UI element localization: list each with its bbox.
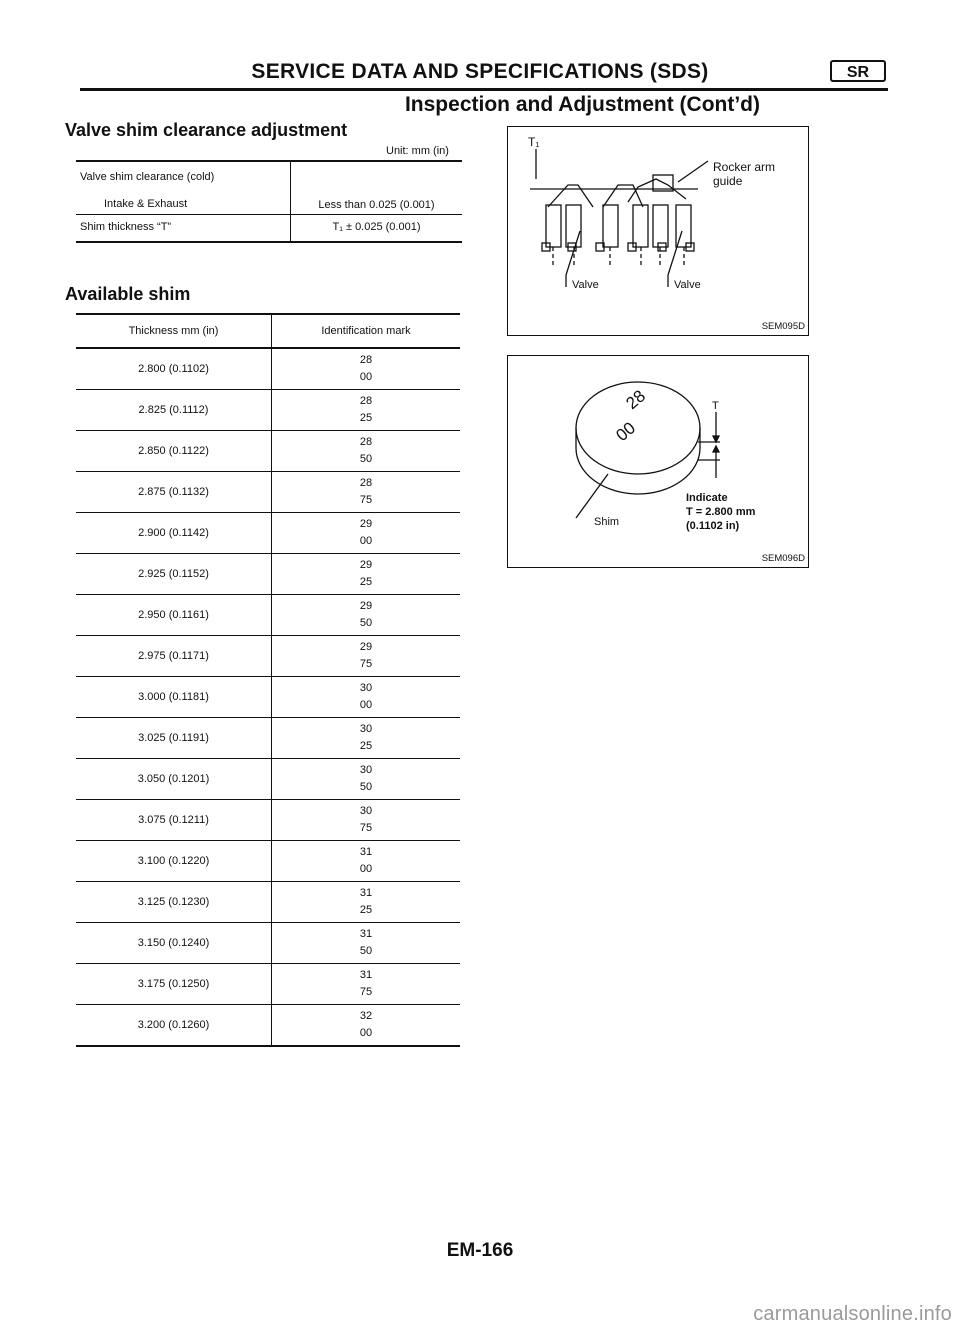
indicate-value: T = 2.800 mm [686,506,756,518]
shim-id-mark-top: 31 [359,887,373,899]
shim-id-mark-top: 30 [359,723,373,735]
shim-id-mark-top: 28 [359,477,373,489]
shim-id-mark-bottom: 50 [359,781,373,793]
table-row [76,759,460,800]
shim-mark-1: 28 [622,386,650,414]
shim-id-mark-bottom: 75 [359,658,373,670]
shim-id-mark-top: 32 [359,1010,373,1022]
clearance-section-title: Valve shim clearance adjustment [65,120,348,140]
table-row [76,841,460,882]
shim-thickness: 2.975 (0.1171) [76,636,272,677]
shim-id-mark-top: 30 [359,805,373,817]
page-header-title: SERVICE DATA AND SPECIFICATIONS (SDS) [251,60,709,83]
clearance-value: T₁ ± 0.025 (0.001) [332,221,421,233]
shim-id-mark [272,472,461,513]
shim-id-mark-bottom: 25 [359,740,373,752]
shim-id-mark [272,513,461,554]
shim-thickness: 3.000 (0.1181) [76,677,272,718]
shim-table [76,313,460,1047]
shim-id-mark [272,759,461,800]
indicate-inches: (0.1102 in) [686,520,740,532]
shim-id-mark-bottom: 75 [359,822,373,834]
clearance-label: Shim thickness “T” [76,215,291,243]
t-label: T [712,400,719,412]
shim-id-mark [272,964,461,1005]
clearance-label: Valve shim clearance (cold) [76,161,291,191]
clearance-label: Intake & Exhaust [76,191,291,215]
shim-id-mark [272,677,461,718]
shim-thickness: 2.925 (0.1152) [76,554,272,595]
shim-id-mark-top: 29 [359,518,373,530]
shim-id-mark-bottom: 00 [359,1027,373,1039]
shim-thickness: 3.100 (0.1220) [76,841,272,882]
watermark: carmanualsonline.info [753,1303,952,1325]
shim-id-mark-bottom: 25 [359,904,373,916]
shim-id-mark-top: 28 [359,436,373,448]
shim-id-mark-top: 31 [359,969,373,981]
shim-id-mark-top: 31 [359,846,373,858]
shim-id-mark-top: 31 [359,928,373,940]
shim-thickness: 3.150 (0.1240) [76,923,272,964]
page-number: EM-166 [446,1240,514,1261]
col-thickness-header: Thickness mm (in) [76,314,272,348]
shim-id-mark [272,554,461,595]
table-row [76,513,460,554]
table-row [76,161,462,191]
indicate-label: Indicate [686,492,728,504]
figure-rocker-arm [507,126,809,336]
shim-id-mark-bottom: 50 [359,945,373,957]
shim-thickness: 2.825 (0.1112) [76,390,272,431]
shim-id-mark-top: 29 [359,559,373,571]
t1-label: T₁ [528,135,540,149]
shim-thickness: 2.950 (0.1161) [76,595,272,636]
shim-table-header [76,314,460,348]
table-row [76,1005,460,1047]
figure-shim [507,355,809,568]
shim-thickness: 3.050 (0.1201) [76,759,272,800]
table-row [76,554,460,595]
table-row [76,215,462,243]
figure-code-2: SEM096D [761,553,805,564]
table-row [76,348,460,390]
table-row [76,882,460,923]
table-row [76,718,460,759]
shim-id-mark-bottom: 50 [359,617,373,629]
table-row [76,636,460,677]
figure-code-1: SEM095D [761,321,805,332]
shim-id-mark [272,718,461,759]
guide-label: guide [713,174,743,188]
section-badge: SR [830,60,886,82]
table-row [76,923,460,964]
shim-id-mark-bottom: 00 [359,535,373,547]
shim-label: Shim [594,516,620,528]
table-row [76,191,462,215]
shim-id-mark-top: 29 [359,600,373,612]
rocker-arm-label: Rocker arm [713,160,776,174]
shim-id-mark-bottom: 25 [359,576,373,588]
shim-id-mark-bottom: 25 [359,412,373,424]
col-mark-header: Identification mark [321,325,411,337]
table-row [76,800,460,841]
shim-id-mark-top: 30 [359,682,373,694]
shim-id-mark-top: 28 [359,354,373,366]
valve-label-2: Valve [674,279,701,291]
shim-id-mark [272,841,461,882]
shim-id-mark-bottom: 00 [359,699,373,711]
shim-id-mark-bottom: 00 [359,863,373,875]
shim-section-title: Available shim [65,284,191,304]
table-row [76,677,460,718]
table-row [76,472,460,513]
rocker-arm-diagram [508,127,808,335]
table-row [76,595,460,636]
shim-diagram [508,356,808,567]
shim-thickness: 2.875 (0.1132) [76,472,272,513]
shim-thickness: 3.025 (0.1191) [76,718,272,759]
shim-thickness: 3.200 (0.1260) [76,1005,272,1047]
page-subtitle: Inspection and Adjustment (Cont’d) [404,93,760,116]
clearance-table [76,160,462,243]
shim-mark-2: 00 [612,418,640,446]
shim-id-mark-bottom: 00 [359,371,373,383]
shim-thickness: 2.850 (0.1122) [76,431,272,472]
shim-thickness: 2.800 (0.1102) [76,348,272,390]
valve-label-1: Valve [572,279,599,291]
shim-id-mark [272,636,461,677]
header-rule [80,88,888,91]
clearance-value [291,161,463,191]
shim-id-mark [272,348,461,390]
table-row [76,390,460,431]
shim-id-mark [272,595,461,636]
shim-thickness: 2.900 (0.1142) [76,513,272,554]
shim-id-mark-top: 28 [359,395,373,407]
table-row [76,964,460,1005]
shim-id-mark-top: 29 [359,641,373,653]
unit-label: Unit: mm (in) [386,145,449,157]
shim-id-mark-bottom: 50 [359,453,373,465]
shim-id-mark [272,390,461,431]
shim-thickness: 3.075 (0.1211) [76,800,272,841]
shim-id-mark-top: 30 [359,764,373,776]
shim-id-mark-bottom: 75 [359,494,373,506]
shim-thickness: 3.175 (0.1250) [76,964,272,1005]
clearance-value: Less than 0.025 (0.001) [318,198,435,211]
shim-id-mark [272,882,461,923]
table-row [76,431,460,472]
shim-id-mark [272,1005,461,1047]
shim-id-mark [272,800,461,841]
shim-thickness: 3.125 (0.1230) [76,882,272,923]
shim-id-mark-bottom: 75 [359,986,373,998]
shim-id-mark [272,431,461,472]
shim-id-mark [272,923,461,964]
